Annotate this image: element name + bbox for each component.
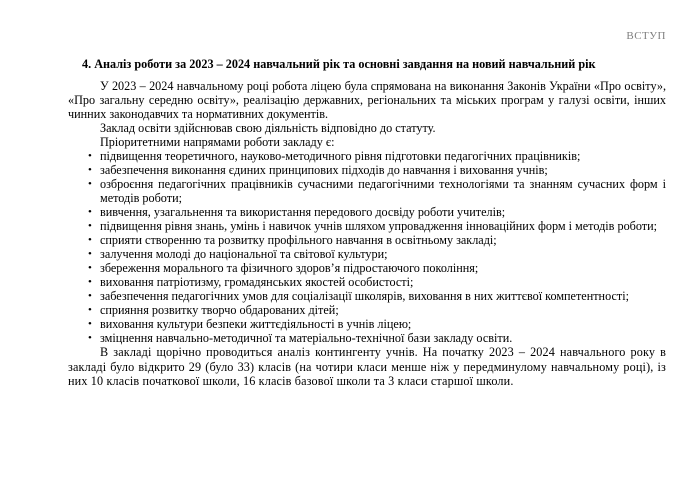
bullet-icon: • (88, 304, 92, 316)
bullet-icon: • (88, 234, 92, 246)
list-item-text: виховання культури безпеки життєдіяльності в учнів ліцею; (100, 317, 412, 331)
list-item (68, 205, 666, 219)
list-item (68, 149, 666, 163)
bullet-icon: • (88, 276, 92, 288)
list-item (68, 261, 666, 275)
bullet-icon: • (88, 332, 92, 344)
list-item-text: виховання патріотизму, громадянських якостей особистості; (100, 275, 414, 289)
bullet-icon: • (88, 206, 92, 218)
list-item-text: озброєння педагогічних працівників сучасними педагогічними технологіями та знанням сучасних форм і методів роботи; (100, 177, 666, 205)
bullet-icon: • (88, 150, 92, 162)
bullet-icon: • (88, 220, 92, 232)
bullet-icon: • (88, 290, 92, 302)
list-item-text: підвищення теоретичного, науково-методичного рівня підготовки педагогічних працівників; (100, 149, 581, 163)
list-item (68, 303, 666, 317)
section-heading: 4. Аналіз роботи за 2023 – 2024 навчальний рік та основні завдання на новий навчальний рік (82, 57, 596, 71)
list-item-text: забезпечення виконання єдиних принципових підходів до навчання і виховання учнів; (100, 163, 548, 177)
bullet-icon: • (88, 248, 92, 260)
list-item (68, 275, 666, 289)
priorities-label: Пріоритетними напрямами роботи закладу є: (100, 135, 335, 149)
intro-paragraph: У 2023 – 2024 навчальному році робота ліцею була спрямована на виконання Законів України «Про освіту», «Про загальну середню освіту», реалізацію державних, регіональних та міських програм у галузі освіти, інших чинних законодавчих та нормативних документів. (68, 79, 666, 121)
priorities-list (68, 149, 666, 345)
list-item-text: залучення молоді до національної та світової культури; (100, 247, 388, 261)
section-header-label: ВСТУП (626, 30, 666, 42)
bullet-icon: • (88, 318, 92, 330)
bullet-icon: • (88, 178, 92, 190)
list-item-text: сприяти створенню та розвитку профільного навчання в освітньому закладі; (100, 233, 497, 247)
list-item (68, 247, 666, 261)
list-item-text: сприяння розвитку творчо обдарованих дітей; (100, 303, 339, 317)
list-item (68, 331, 666, 345)
contingent-paragraph: В закладі щорічно проводиться аналіз контингенту учнів. На початку 2023 – 2024 навчального року в закладі було відкрито 29 (було 33) класів (на чотири класи менше ніж у передминулому навчальному році), із них 10 класів початкової школи, 16 класів базової школи та 3 класи старшої школи. (68, 345, 666, 388)
list-item (68, 163, 666, 177)
list-item (68, 219, 666, 233)
list-item-text: підвищення рівня знань, умінь і навичок учнів шляхом упровадження інноваційних форм і методів роботи; (100, 219, 658, 233)
bullet-icon: • (88, 164, 92, 176)
list-item (68, 317, 666, 331)
list-item-text: зміцнення навчально-методичної та матеріально-технічної бази закладу освіти. (100, 331, 513, 345)
statute-paragraph: Заклад освіти здійснював свою діяльність відповідно до статуту. (100, 121, 436, 135)
list-item-text: збереження морального та фізичного здоров’я підростаючого покоління; (100, 261, 479, 275)
bullet-icon: • (88, 262, 92, 274)
list-item-text: вивчення, узагальнення та використання передового досвіду роботи учителів; (100, 205, 506, 219)
list-item (68, 289, 666, 303)
list-item (68, 177, 666, 205)
list-item (68, 233, 666, 247)
document-body (68, 57, 666, 389)
list-item-text: забезпечення педагогічних умов для соціалізації школярів, виховання в них життєвої компетентності; (100, 289, 629, 303)
